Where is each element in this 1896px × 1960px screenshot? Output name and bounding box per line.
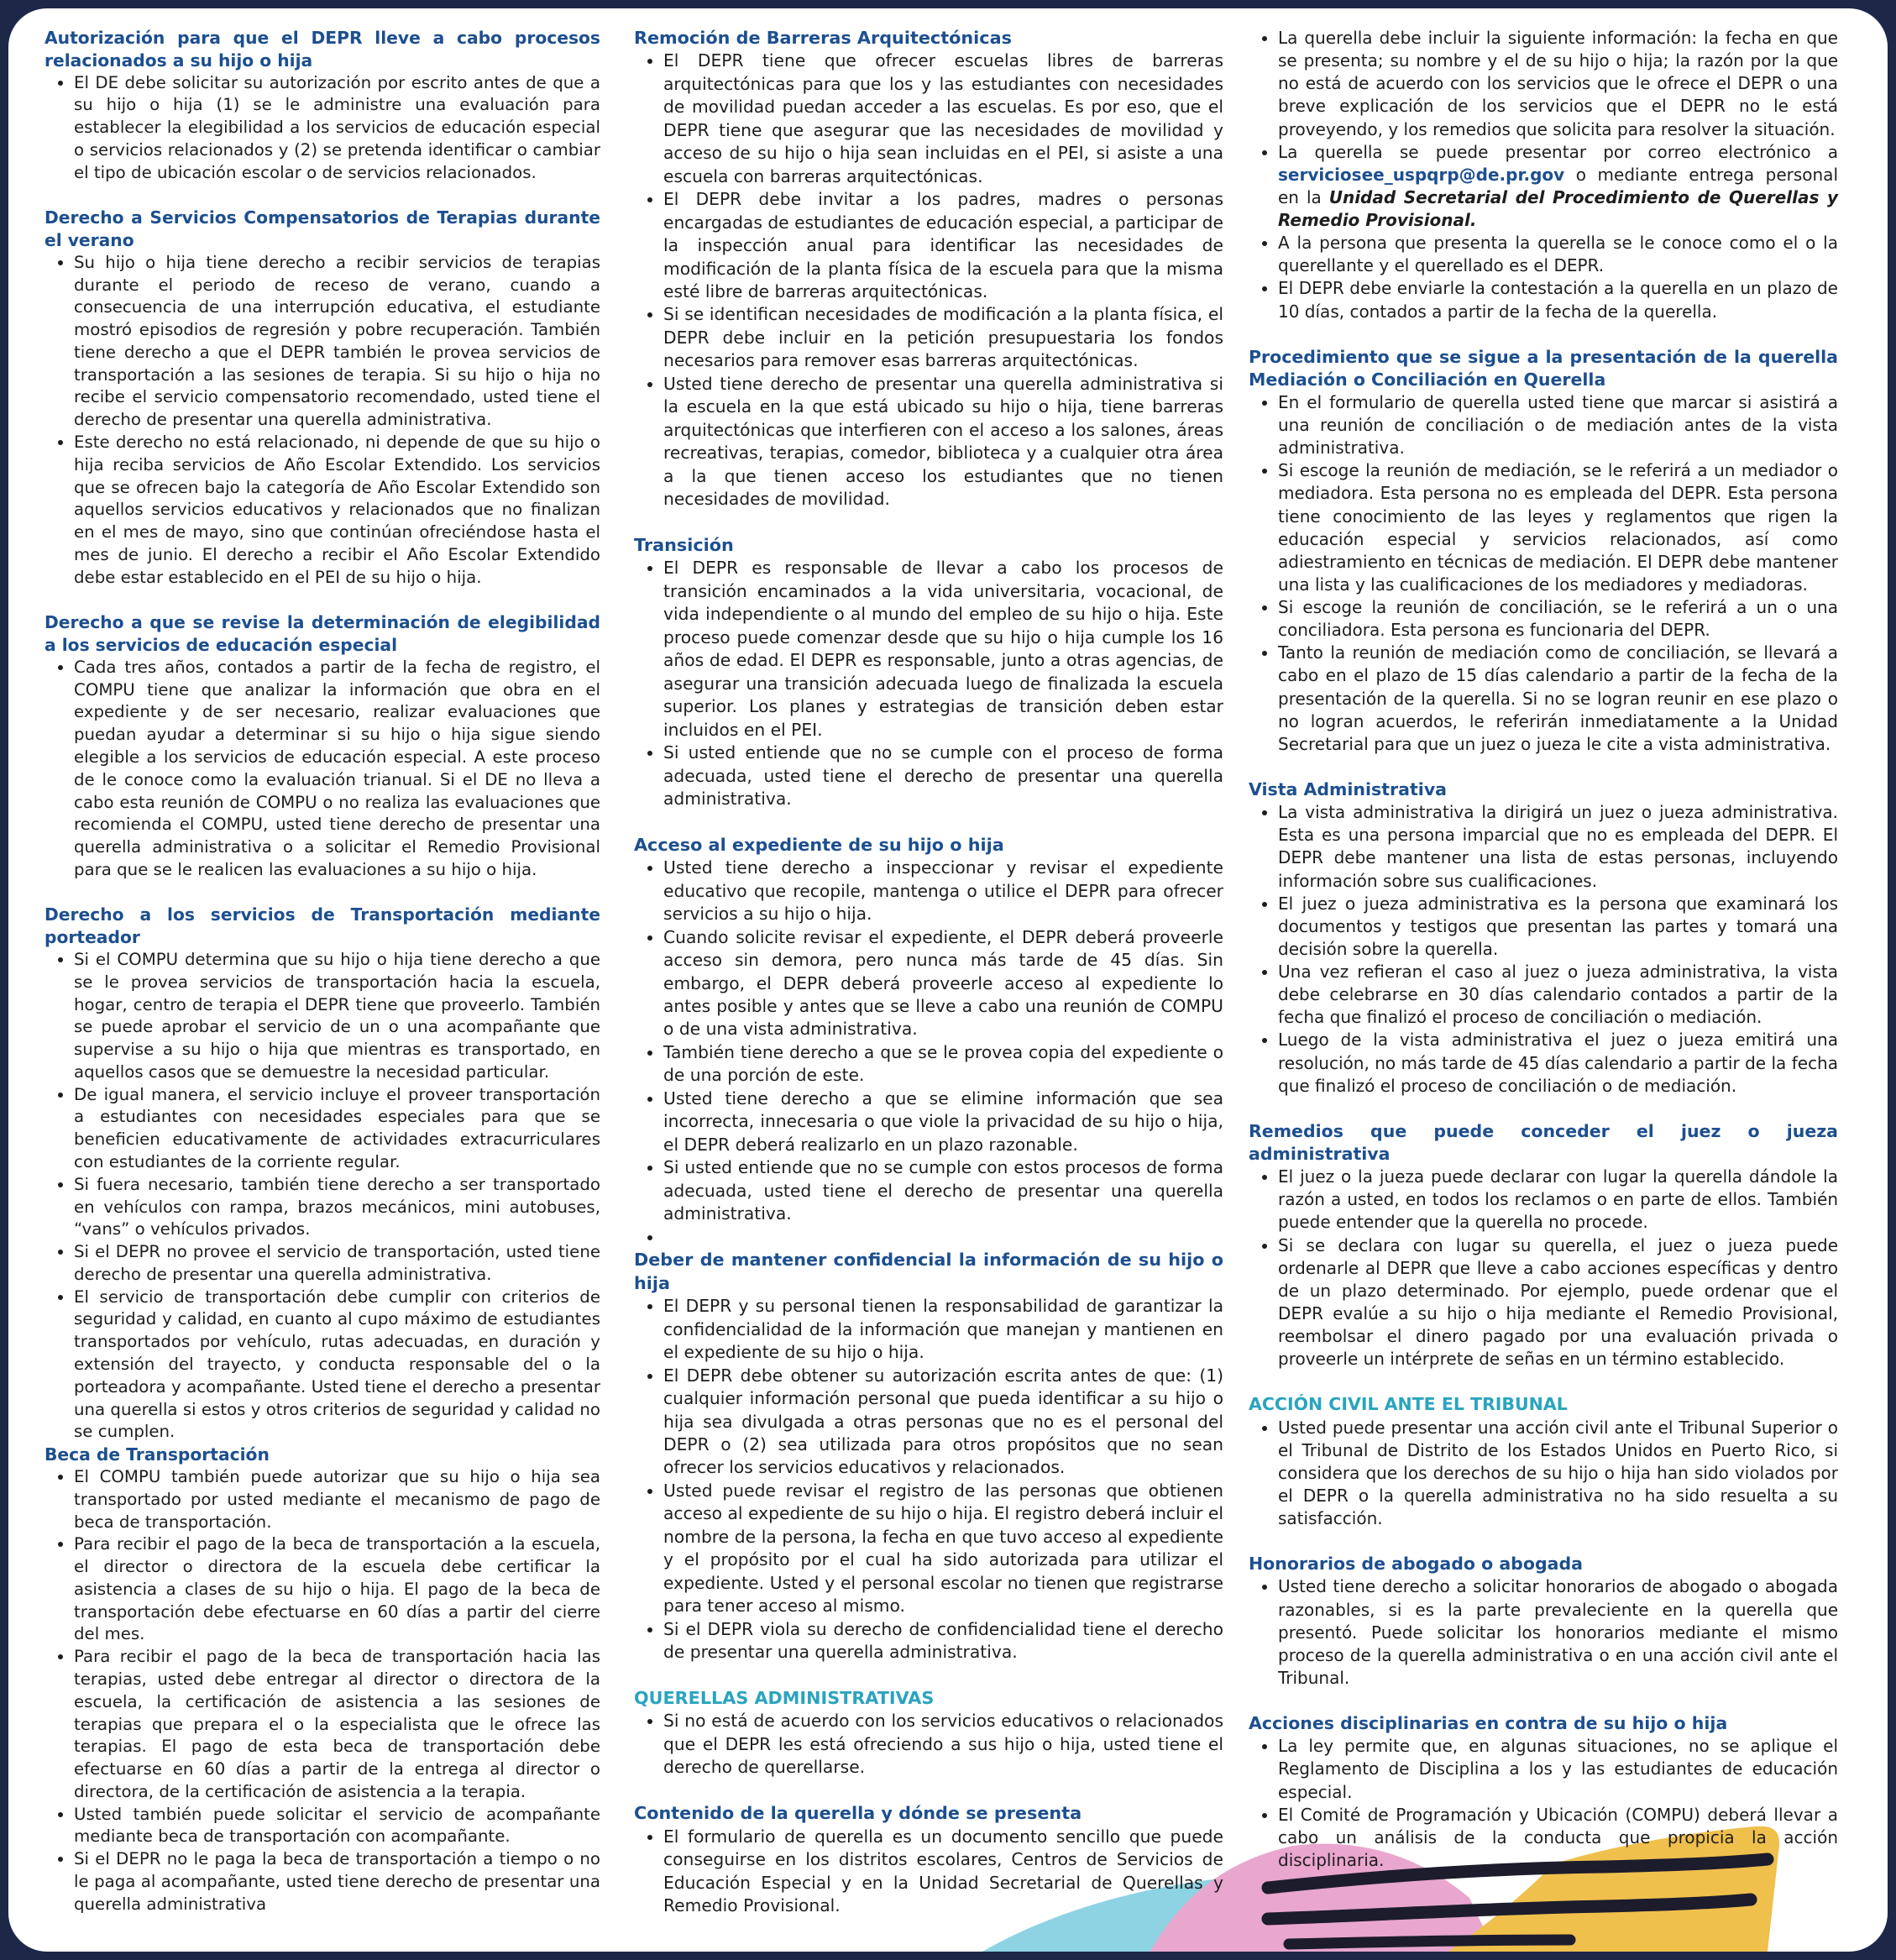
list-item: • La vista administrativa la dirigirá un juez o jueza administrativa. Esta es una persona imparcial que no es empleada del DEPR. El DEPR debe mantener una lista de estas personas, incluyendo información sobre sus cualificaciones. <box>1278 801 1838 893</box>
bullet-list <box>1249 1417 1838 1531</box>
section-heading: Contenido de la querella y dónde se presenta <box>634 1803 1082 1824</box>
list-item: • Si usted entiende que no se cumple con el proceso de forma adecuada, usted tiene el derecho de presentar una querella administrativa. <box>663 742 1223 810</box>
list-item: • El DEPR es responsable de llevar a cabo los procesos de transición encaminados a la vida universitaria, vocacional, de vida independiente o al mundo del empleo de su hijo o hija. Este proceso puede comenzar desde que su hijo o hija cumple los 16 años de edad. El DEPR es responsable, junto a otras agencias, de asegurar una transición adecuada luego de finalizada la escuela superior. Los planes y estrategias de transición deben estar incluidos en el PEI. <box>663 557 1223 742</box>
section-heading: Acciones disciplinarias en contra de su hijo o hija <box>1249 1713 1728 1734</box>
list-item: • Si se identifican necesidades de modificación a la planta física, el DEPR debe incluir en la petición presupuestaria los fondos necesarios para remover esas barreras arquitectónicas. <box>663 303 1223 372</box>
section-contenido-querella-cont <box>1249 27 1838 323</box>
section-heading: Transición <box>634 534 734 555</box>
section-autorizacion <box>45 27 600 184</box>
section-heading: Deber de mantener confidencial la información de su hijo o hija <box>634 1250 1223 1293</box>
deco-stroke-3 <box>1289 1940 1570 1944</box>
bullet-list <box>45 657 600 882</box>
section-mediacion-conciliacion <box>1249 346 1838 756</box>
list-item: • Para recibir el pago de la beca de transportación a la escuela, el director o directora de la escuela debe certificar la asistencia a clases de su hijo o hija. El pago de la beca de transportación debe efectuarse en 60 días a partir del cierre del mes. <box>74 1533 600 1646</box>
list-item: • De igual manera, el servicio incluye el proveer transportación a estudiantes con necesidades especiales para que se beneficien educativamente de actividades extracurriculares con estudiantes de la corriente regular. <box>74 1084 600 1174</box>
list-item: • Si el COMPU determina que su hijo o hija tiene derecho a que se le provea servicios de transportación hacia la escuela, hogar, centro de terapia el DEPR tiene que proveerlo. También se puede aprobar el servicio de un o una acompañante que supervise a su hijo o hija que mientras es transportado, en aquellos casos que se demuestre la necesidad particular. <box>74 949 600 1084</box>
list-item: • Tanto la reunión de mediación como de conciliación, se llevará a cabo en el plazo de 15 días calendario a partir de la fecha de la presentación de la querella. Si no se logran reunir en ese plazo o no logran acuerdos, le referirán inmediatamente a la Unidad Secretarial para que un juez o jueza le cite a vista administrativa. <box>1278 642 1838 756</box>
section-remedios <box>1249 1120 1838 1370</box>
bullet-list <box>634 1710 1223 1779</box>
list-item: • Cada tres años, contados a partir de la fecha de registro, el COMPU tiene que analizar la información que obra en el expediente y de ser necesario, realizar evaluaciones que puedan ayudar a determinar si su hijo o hija sigue siendo elegible a los servicios de educación especial. A este proceso de le conoce como la evaluación trianual. Si el DE no lleva a cabo esta reunión de COMPU o no realiza las evaluaciones que recomienda el COMPU, usted tiene derecho de presentar una querella administrativa o a solicitar el Remedio Provisional para que se le realicen las evaluaciones a su hijo o hija. <box>74 657 600 882</box>
section-heading: Acceso al expediente de su hijo o hija <box>634 834 1004 855</box>
section-heading: Derecho a los servicios de Transportación mediante porteador <box>45 904 600 948</box>
section-contenido-querella <box>634 1802 1223 1917</box>
list-item: • Si usted entiende que no se cumple con estos procesos de forma adecuada, usted tiene el derecho de presentar una querella administrativa. <box>663 1156 1223 1225</box>
bullet-list <box>1249 391 1838 756</box>
list-item: • En el formulario de querella usted tiene que marcar si asistirá a una reunión de conciliación o de mediación antes de la vista administrativa. <box>1278 391 1838 459</box>
column-2 <box>634 27 1223 1918</box>
list-item: • El DEPR debe obtener su autorización escrita antes de que: (1) cualquier información personal que pueda identificar a su hijo o hija sea divulgada a otras personas que no es el personal del DEPR o (2) sea utilizada para otros propósitos que no sean ofrecer los servicios educativos y relacionados. <box>663 1365 1223 1480</box>
list-item: • Usted tiene derecho a solicitar honorarios de abogado o abogada razonables, si es la parte prevaleciente en la querella que presentó. Puede solicitar los honorarios mediante el mismo proceso de la querella administrativa o en una acción civil ante el Tribunal. <box>1278 1575 1838 1690</box>
section-transportacion <box>45 904 600 1444</box>
bullet-list <box>634 1826 1223 1918</box>
list-item: • La querella debe incluir la siguiente información: la fecha en que se presenta; su nombre y el de su hijo o hija; la razón por la que no está de acuerdo con los servicios que le ofrece el DEPR o una breve explicación de los servicios que el DEPR no le está proveyendo, y los remedios que solicita para resolver la situación. <box>1278 27 1838 141</box>
list-item: • Luego de la vista administrativa el juez o jueza emitirá una resolución, no más tarde de 45 días calendario a partir de la fecha que finalizó el proceso de conciliación o de mediación. <box>1278 1029 1838 1097</box>
list-item: • La ley permite que, en algunas situaciones, no se aplique el Reglamento de Disciplina a los y las estudiantes de educación especial. <box>1278 1735 1838 1803</box>
bullet-list <box>634 557 1223 810</box>
bullet-list <box>1249 1735 1838 1872</box>
list-item-email <box>1278 141 1838 233</box>
list-item: • Usted tiene derecho a que se elimine información que sea incorrecta, innecesaria o que viole la privacidad de su hijo o hija, el DEPR deberá realizarlo en un plazo razonable. <box>663 1087 1223 1156</box>
section-barreras-arquitectonicas <box>634 27 1223 511</box>
section-confidencialidad <box>634 1249 1223 1664</box>
list-item: • Cuando solicite revisar el expediente, el DEPR deberá proveerle acceso sin demora, pero nunca más tarde de 45 días. Sin embargo, el DEPR deberá proveerle acceso al expediente lo antes posible y antes que se lleve a cabo una reunión de COMPU o de una vista administrativa. <box>663 926 1223 1041</box>
list-item: • Usted puede presentar una acción civil ante el Tribunal Superior o el Tribunal de Distrito de los Estados Unidos en Puerto Rico, si considera que los derechos de su hijo o hija han sido violados por el DEPR o la querella administrativa no ha sido resuelta a su satisfacción. <box>1278 1417 1838 1531</box>
list-item: • Este derecho no está relacionado, ni depende de que su hijo o hija reciba servicios de Año Escolar Extendido. Los servicios que se ofrecen bajo la categoría de Año Escolar Extendido son aquellos servicios educativos y relacionados que no finalizan en el mes de mayo, sino que continúan ofreciéndose hasta el mes de junio. El derecho a recibir el Año Escolar Extendido debe estar establecido en el PEI de su hijo o hija. <box>74 432 600 589</box>
section-heading: Beca de Transportación <box>45 1444 270 1465</box>
section-acceso-expediente <box>634 834 1223 1250</box>
section-heading: Derecho a Servicios Compensatorios de Terapias durante el verano <box>45 207 600 251</box>
email-item-text: o mediante entrega personal en la <box>1278 164 1838 207</box>
unit-name: Unidad Secretarial del Procedimiento de Querellas y Remedio Provisional. <box>1278 186 1838 230</box>
bullet-list <box>45 252 600 590</box>
section-servicios-compensatorios <box>45 207 600 589</box>
list-item: • Si fuera necesario, también tiene derecho a ser transportado en vehículos con rampa, brazos mecánicos, mini autobuses, “vans” o vehículos privados. <box>74 1174 600 1241</box>
list-item: • El DEPR tiene que ofrecer escuelas libres de barreras arquitectónicas para que los y las estudiantes con necesidades de movilidad puedan acceder a las escuelas. Es por eso, que el DEPR tiene que asegurar que las necesidades de movilidad y acceso de su hijo o hija sean incluidas en el PEI, si asiste a una escuela con barreras arquitectónicas. <box>663 50 1223 188</box>
column-1 <box>45 27 600 1916</box>
bullet-list <box>1249 801 1838 1098</box>
list-item: • El Comité de Programación y Ubicación (COMPU) deberá llevar a cabo un análisis de la conducta que propicia la acción disciplinaria. <box>1278 1804 1838 1872</box>
list-item: • Usted tiene derecho a inspeccionar y revisar el expediente educativo que recopile, mantenga o utilice el DEPR para ofrecer servicios a su hijo o hija. <box>663 857 1223 925</box>
list-item: • Para recibir el pago de la beca de transportación hacia las terapias, usted debe entregar al director o directora de la escuela, la certificación de asistencia a las sesiones de terapias que prepara el o la especialista que le ofrece las terapias. El pago de esta beca de transportación debe efectuarse en 60 días a partir de la entrega al director o directora, de la certificación de asistencia a la terapia. <box>74 1646 600 1803</box>
bullet-list <box>634 857 1223 1249</box>
list-item: • Usted puede revisar el registro de las personas que obtienen acceso al expediente de su hijo o hija. El registro deberá incluir el nombre de la persona, la fecha en que tuvo acceso al expediente y el propósito por el cual ha sido autorizada para utilizar el expediente. Usted y el personal escolar no tienen que registrarse para tener acceso al mismo. <box>663 1480 1223 1618</box>
list-item: • Si escoge la reunión de conciliación, se le referirá a un o una conciliadora. Esta persona es funcionaria del DEPR. <box>1278 596 1838 642</box>
section-heading: QUERELLAS ADMINISTRATIVAS <box>634 1687 935 1708</box>
list-item: • El servicio de transportación debe cumplir con criterios de seguridad y calidad, en cuanto al cupo máximo de estudiantes transportados por vehículo, rutas adecuadas, en duración y extensión del trayecto, y conducta responsable del o la porteadora y acompañante. Usted tiene el derecho a presentar una querella si estos y otros criterios de seguridad y calidad no se cumplen. <box>74 1287 600 1444</box>
section-revision-elegibilidad <box>45 611 600 881</box>
list-item: • El DEPR debe enviarle la contestación a la querella en un plazo de 10 días, contados a partir de la fecha de la querella. <box>1278 277 1838 322</box>
section-heading: Autorización para que el DEPR lleve a cabo procesos relacionados a su hijo o hija <box>45 28 600 71</box>
section-heading: Vista Administrativa <box>1249 779 1448 800</box>
list-item: • Si el DEPR no le paga la beca de transportación a tiempo o no le paga al acompañante, usted tiene derecho de presentar una querella administrativa <box>74 1848 600 1915</box>
list-item: • El DEPR debe invitar a los padres, madres o personas encargadas de estudiantes de educación especial, a participar de la inspección anual para identificar las necesidades de modificación de la planta física de la escuela para que la misma esté libre de barreras arquitectónicas. <box>663 188 1223 303</box>
email-link[interactable]: serviciosee_uspqrp@de.pr.gov <box>1278 164 1565 185</box>
list-item: • Si escoge la reunión de mediación, se le referirá a un mediador o mediadora. Esta persona no es empleada del DEPR. Esta persona tiene conocimiento de las leyes y reglamentos que rigen la educación especial y servicios relacionados, así como adiestramiento en técnicas de mediación. El DEPR debe mantener una lista y las cualificaciones de los mediadores y mediadoras. <box>1278 459 1838 596</box>
bullet-list <box>634 50 1223 511</box>
bullet-list <box>1249 1575 1838 1690</box>
section-heading: ACCIÓN CIVIL ANTE EL TRIBUNAL <box>1249 1394 1568 1415</box>
section-accion-civil <box>1249 1393 1838 1530</box>
section-honorarios <box>1249 1553 1838 1690</box>
section-beca-transportacion <box>45 1444 600 1915</box>
list-item: • También tiene derecho a que se le provea copia del expediente o de una porción de este. <box>663 1041 1223 1087</box>
list-item-empty <box>663 1226 1223 1250</box>
list-item: • A la persona que presenta la querella se le conoce como el o la querellante y el querellado es el DEPR. <box>1278 232 1838 277</box>
list-item: • El juez o jueza administrativa es la persona que examinará los documentos y testigos que presentan las partes y tomará una decisión sobre la querella. <box>1278 893 1838 961</box>
list-item: • Su hijo o hija tiene derecho a recibir servicios de terapias durante el periodo de receso de verano, cuando a consecuencia de una interrupción educativa, el estudiante mostró episodios de regresión y pobre recuperación. También tiene derecho a que el DEPR también le provea servicios de transportación a las sesiones de terapia. Si su hijo o hija no recibe el servicio compensatorio recomendado, usted tiene el derecho de presentar una querella administrativa. <box>74 252 600 432</box>
bullet-list <box>45 72 600 185</box>
list-item: • El DE debe solicitar su autorización por escrito antes de que a su hijo o hija (1) se le administre una evaluación para establecer la elegibilidad a los servicios de educación especial o servicios relacionados y (2) se pretenda identificar o cambiar el tipo de ubicación escolar o de servicios relacionados. <box>74 72 600 185</box>
list-item: • El formulario de querella es un documento sencillo que puede conseguirse en los distritos escolares, Centros de Servicios de Educación Especial y en la Unidad Secretarial de Querellas y Remedio Provisional. <box>663 1826 1223 1918</box>
bullet-list <box>634 1295 1223 1664</box>
section-vista-administrativa <box>1249 778 1838 1098</box>
email-item-text: La querella se puede presentar por correo electrónico a <box>1278 141 1838 162</box>
section-querellas-administrativas <box>634 1687 1223 1779</box>
list-item: • Si el DEPR viola su derecho de confidencialidad tiene el derecho de presentar una querella administrativa. <box>663 1618 1223 1664</box>
section-heading: Honorarios de abogado o abogada <box>1249 1554 1583 1575</box>
section-transicion <box>634 534 1223 810</box>
section-heading: Remedios que puede conceder el juez o jueza administrativa <box>1249 1120 1838 1165</box>
list-item: • Una vez refieran el caso al juez o jueza administrativa, la vista debe celebrarse en 30 días calendario contados a partir de la fecha que finalizó el proceso de conciliación o mediación. <box>1278 961 1838 1029</box>
list-item: • Si no está de acuerdo con los servicios educativos o relacionados que el DEPR les está ofreciendo a sus hijo o hija, usted tiene el derecho de querellarse. <box>663 1710 1223 1779</box>
list-item: • El DEPR y su personal tienen la responsabilidad de garantizar la confidencialidad de la información que manejan y mantienen en el expediente de su hijo o hija. <box>663 1295 1223 1364</box>
section-acciones-disciplinarias <box>1249 1712 1838 1872</box>
section-heading: Derecho a que se revise la determinación de elegibilidad a los servicios de educación especial <box>45 612 600 656</box>
bullet-list <box>45 949 600 1444</box>
list-item: • Si el DEPR no provee el servicio de transportación, usted tiene derecho de presentar una querella administrativa. <box>74 1241 600 1287</box>
document-page <box>8 8 1888 1952</box>
column-3 <box>1249 27 1838 1872</box>
list-item: • Usted también puede solicitar el servicio de acompañante mediante beca de transportación con acompañante. <box>74 1804 600 1849</box>
section-heading: Remoción de Barreras Arquitectónicas <box>634 28 1012 48</box>
list-item: • El juez o la jueza puede declarar con lugar la querella dándole la razón a usted, en todos los reclamos o en parte de ellos. También puede entender que la querella no procede. <box>1278 1166 1838 1234</box>
list-item: • Usted tiene derecho de presentar una querella administrativa si la escuela en la que está ubicado su hijo o hija, tiene barreras arquitectónicas que interfieren con el acceso a los salones, áreas recreativas, terapias, comedor, biblioteca y a cualquier otra área a la que tienen acceso los estudiantes que no tienen necesidades de movilidad. <box>663 373 1223 511</box>
list-item: • El COMPU también puede autorizar que su hijo o hija sea transportado por usted mediante el mecanismo de pago de beca de transportación. <box>74 1466 600 1533</box>
bullet-list <box>45 1466 600 1916</box>
section-heading: Procedimiento que se sigue a la presentación de la querella Mediación o Conciliación en Querella <box>1249 346 1838 390</box>
bullet-list <box>1249 27 1838 323</box>
list-item: • Si se declara con lugar su querella, el juez o jueza puede ordenarle al DEPR que lleve a cabo acciones específicas y dentro de un plazo determinado. Por ejemplo, puede ordenar que el DEPR evalúe a su hijo o hija mediante el Remedio Provisional, reembolsar el dinero pagado por una evaluación privada o proveerle un intérprete de señas en un término establecido. <box>1278 1234 1838 1371</box>
bullet-list <box>1249 1166 1838 1370</box>
